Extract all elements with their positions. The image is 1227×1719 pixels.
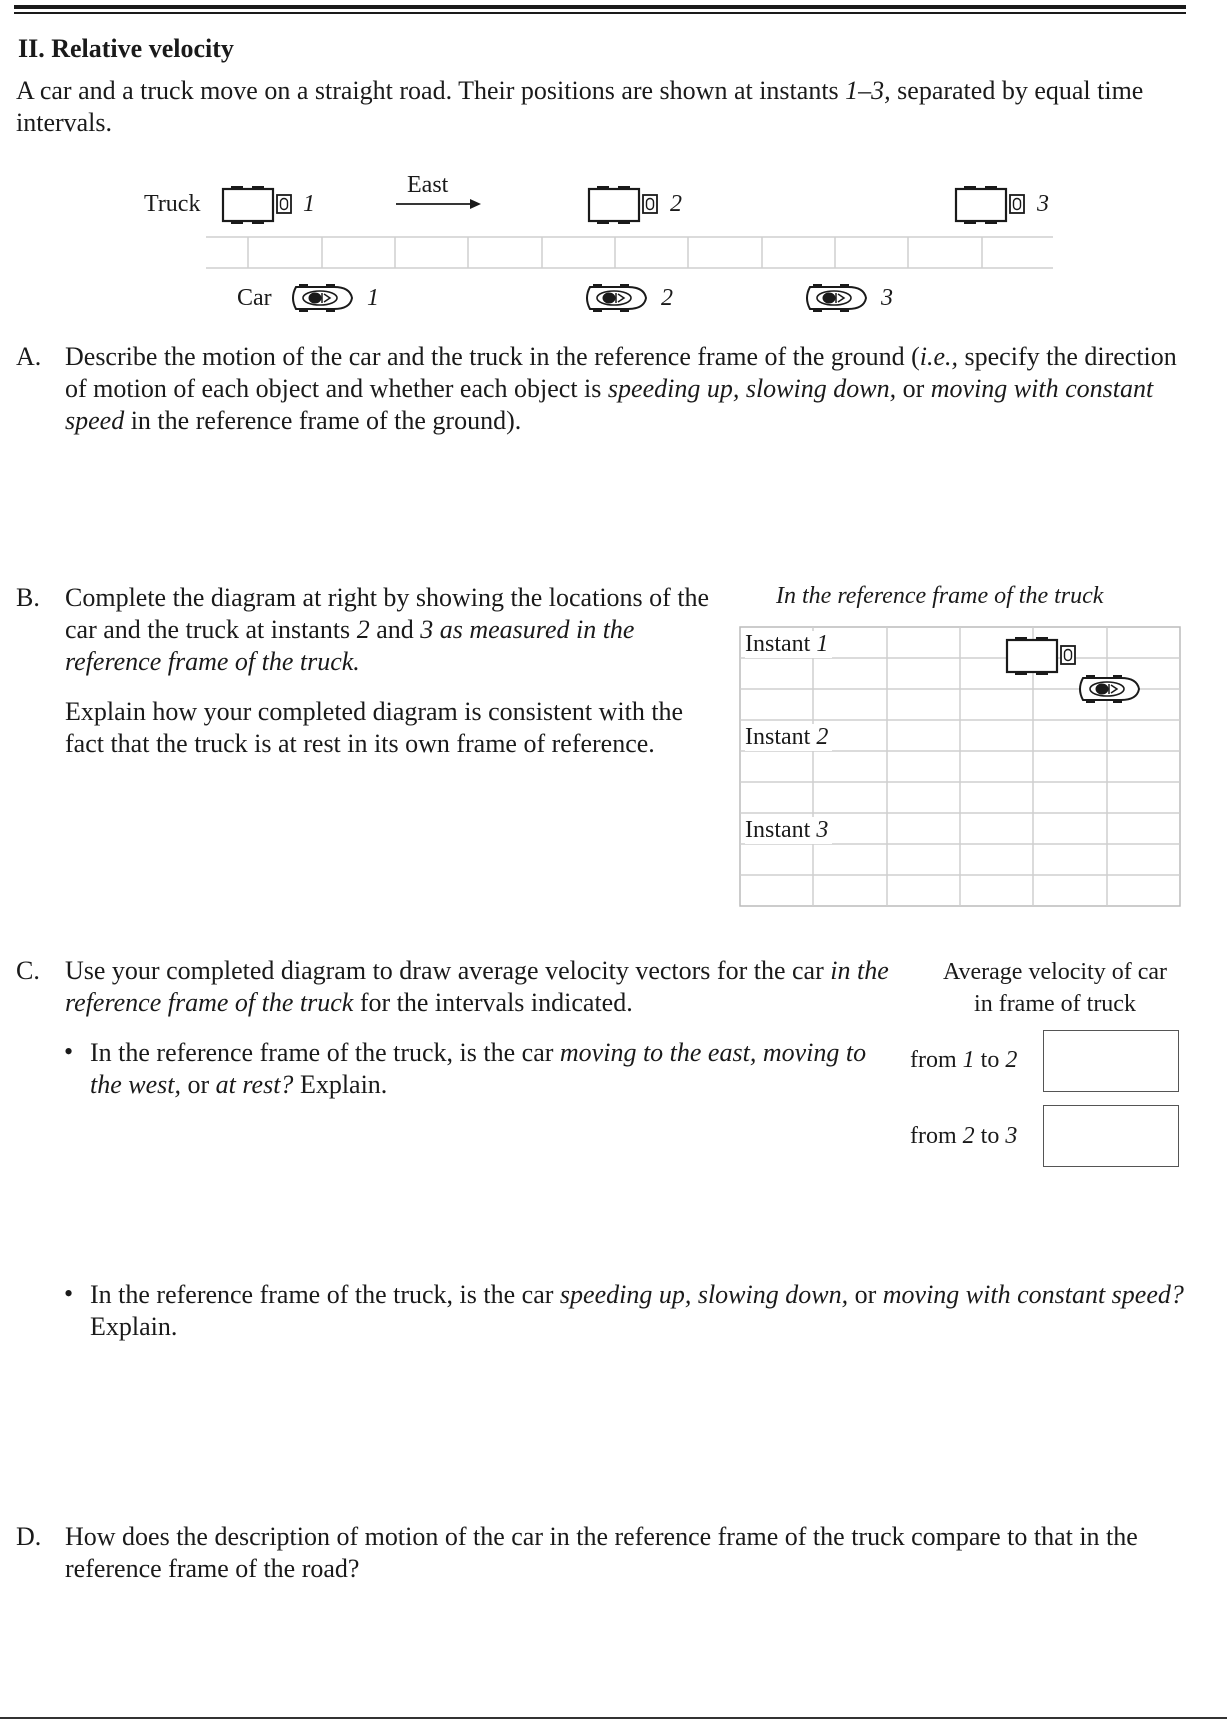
intro-paragraph: A car and a truck move on a straight road. Their positions are shown at instants 1–3, separated by equal time intervals. (16, 76, 1144, 137)
part-c (16, 955, 896, 1025)
car-icon-1 (293, 284, 352, 312)
part-d-text: How does the description of motion of the car in the reference frame of the truck compare to that in the reference frame of the road? (65, 1522, 1138, 1583)
part-a (16, 341, 1196, 441)
part-b-letter: B. (16, 583, 40, 612)
truck-icon-3 (956, 186, 1024, 224)
truck-instant-2: 2 (670, 191, 682, 217)
truck-frame-grid (0, 620, 1227, 920)
part-a-letter: A. (16, 342, 42, 371)
car-icon-3 (807, 284, 866, 312)
velocity-box-1-2[interactable] (1043, 1030, 1179, 1092)
part-c-bullet-1: In the reference frame of the truck, is the car moving to the east, moving to the west, or at rest? Explain. (90, 1038, 867, 1099)
instant-2-label: Instant 2 (745, 724, 832, 751)
part-c-letter: C. (16, 956, 40, 985)
velocity-heading: Average velocity of car in frame of truck (942, 959, 1168, 1017)
east-arrow (396, 199, 481, 209)
part-c-bullet-2: In the reference frame of the truck, is the car speeding up, slowing down, or moving with constant speed? Explain. (90, 1280, 1184, 1341)
velocity-row-1-label: from 1 to 2 (910, 1047, 1018, 1073)
truck-frame-title: In the reference frame of the truck (776, 583, 1104, 609)
truck-icon-1 (223, 186, 291, 224)
east-label: East (407, 172, 449, 198)
frame-truck-icon (1007, 637, 1075, 675)
part-b-explain: Explain how your completed diagram is consistent with the fact that the truck is at rest in its own frame of reference. (65, 697, 684, 758)
part-b-question: Complete the diagram at right by showing the locations of the car and the truck at instants 2 and 3 as measured in the reference frame of the truck. (65, 583, 710, 676)
section-title: II. Relative velocity (18, 34, 234, 63)
car-label: Car (237, 285, 272, 311)
instant-3-label: Instant 3 (745, 817, 832, 844)
truck-label: Truck (144, 191, 201, 217)
road-diagram (0, 0, 1227, 330)
velocity-box-2-3[interactable] (1043, 1105, 1179, 1167)
part-c-text: Use your completed diagram to draw average velocity vectors for the car in the reference frame of the truck for the intervals indicated. (65, 956, 889, 1017)
truck-icon-2 (589, 186, 657, 224)
car-instant-2: 2 (661, 285, 673, 311)
truck-instant-3: 3 (1037, 191, 1049, 217)
truck-instant-1: 1 (303, 191, 315, 217)
car-instant-1: 1 (367, 285, 379, 311)
bullet-2-dot: • (64, 1279, 74, 1308)
car-instant-3: 3 (881, 285, 893, 311)
car-icon-2 (587, 284, 646, 312)
bullet-1-dot: • (64, 1037, 74, 1066)
frame-car-icon (1080, 675, 1139, 703)
part-d (16, 1521, 1196, 1591)
velocity-row-2-label: from 2 to 3 (910, 1123, 1018, 1149)
part-a-text: Describe the motion of the car and the truck in the reference frame of the ground (i.e., specify the direction of motion of each object and whether each object is speeding up, slowing down, or moving with constant speed in the reference frame of the ground). (65, 342, 1177, 435)
part-d-letter: D. (16, 1522, 42, 1551)
road-grid (206, 237, 1053, 268)
instant-1-label: Instant 1 (745, 631, 832, 658)
